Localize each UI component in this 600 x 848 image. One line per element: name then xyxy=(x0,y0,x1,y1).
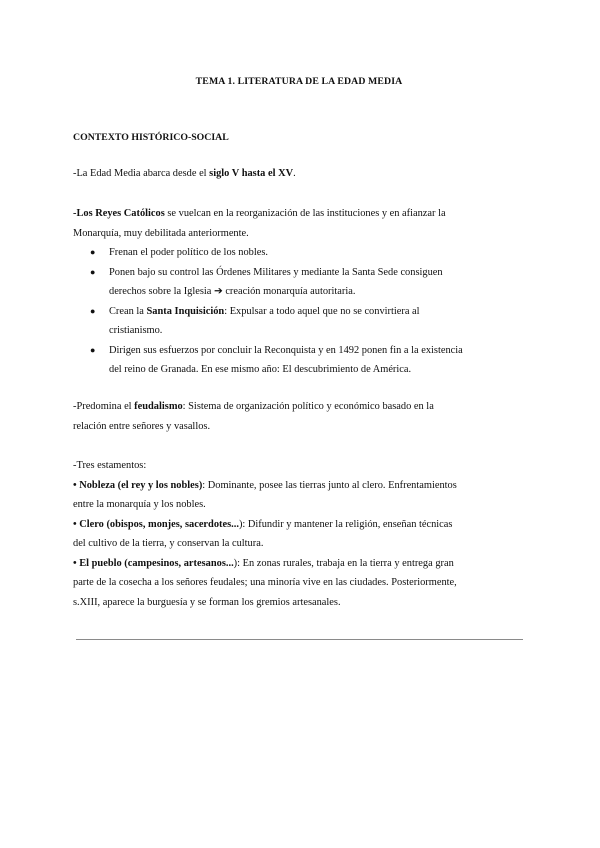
horizontal-divider xyxy=(76,639,523,640)
text-span: ): Difundir y mantener la religión, enseñan técnicas xyxy=(238,518,453,530)
paragraph-line xyxy=(73,515,525,535)
list-item-text: del reino de Granada. En ese mismo año: El descubrimiento de América. xyxy=(109,364,412,375)
paragraph-estamentos xyxy=(73,456,525,612)
paragraph-line: del cultivo de la tierra, y conservan la cultura. xyxy=(73,538,264,549)
list-item-text: Ponen bajo su control las Órdenes Militares y mediante la Santa Sede consiguen xyxy=(109,266,443,278)
paragraph-line xyxy=(73,164,525,184)
text-span: -Predomina el xyxy=(73,401,135,412)
paragraph-line: parte de la cosecha a los señores feudales; una minoría vive en las ciudades. Posteriormente, xyxy=(73,577,457,588)
bold-span: siglo V hasta el XV xyxy=(209,168,294,179)
paragraph-line xyxy=(73,397,525,417)
paragraph-reyes-catolicos xyxy=(73,204,525,380)
list-item xyxy=(73,243,525,263)
list-item-text: cristianismo. xyxy=(109,325,163,336)
text-span: -La Edad Media abarca desde el xyxy=(73,168,210,179)
list-item xyxy=(73,263,525,302)
bold-span: feudalismo xyxy=(134,401,183,412)
list-item-text xyxy=(109,302,525,322)
paragraph-line: Monarquía, muy debilitada anteriormente. xyxy=(73,227,249,239)
bold-span: • El pueblo (campesinos, artesanos... xyxy=(73,557,234,569)
text-span: Crean la xyxy=(109,305,147,317)
bullet-icon: ● xyxy=(90,266,96,277)
list-item-text: derechos sobre la Iglesia ➔ creación monarquía autoritaria. xyxy=(109,286,356,297)
list-item xyxy=(73,302,525,341)
document-title: TEMA 1. LITERATURA DE LA EDAD MEDIA xyxy=(195,76,403,87)
paragraph-line xyxy=(73,204,525,224)
bullet-icon: ● xyxy=(90,247,96,257)
list-item-text: Frenan el poder político de los nobles. xyxy=(109,247,269,258)
bullet-icon: ● xyxy=(90,344,96,355)
paragraph-line xyxy=(73,476,525,496)
paragraph-line: relación entre señores y vasallos. xyxy=(73,420,211,432)
bullet-list xyxy=(73,243,525,380)
list-item xyxy=(73,341,525,380)
paragraph-line xyxy=(73,554,525,574)
text-span: se vuelcan en la reorganización de las instituciones y en afianzar la xyxy=(164,208,446,219)
text-span: : Dominante, posee las tierras junto al clero. Enfrentamientos xyxy=(202,479,457,491)
text-span: . xyxy=(293,168,296,179)
bold-span: Santa Inquisición xyxy=(146,305,225,317)
section-title: CONTEXTO HISTÓRICO-SOCIAL xyxy=(73,132,229,143)
paragraph-edad-media xyxy=(73,164,525,184)
bold-span: • Nobleza (el rey y los nobles) xyxy=(73,479,203,491)
bullet-icon: ● xyxy=(90,305,96,316)
bold-span: -Los Reyes Católicos xyxy=(73,208,165,219)
text-span: ): En zonas rurales, trabaja en la tierra y entrega gran xyxy=(233,557,454,569)
bold-span: • Clero (obispos, monjes, sacerdotes... xyxy=(73,518,239,530)
paragraph-line: s.XIII, aparece la burguesía y se forman los gremios artesanales. xyxy=(73,596,341,608)
paragraph-feudalismo xyxy=(73,397,525,436)
paragraph-line: entre la monarquía y los nobles. xyxy=(73,499,206,510)
text-span: : Sistema de organización político y económico basado en la xyxy=(182,401,434,412)
paragraph-line: -Tres estamentos: xyxy=(73,460,147,471)
text-span: : Expulsar a todo aquel que no se convirtiera al xyxy=(224,305,420,317)
list-item-text: Dirigen sus esfuerzos por concluir la Reconquista y en 1492 ponen fin a la existencia xyxy=(109,344,463,356)
